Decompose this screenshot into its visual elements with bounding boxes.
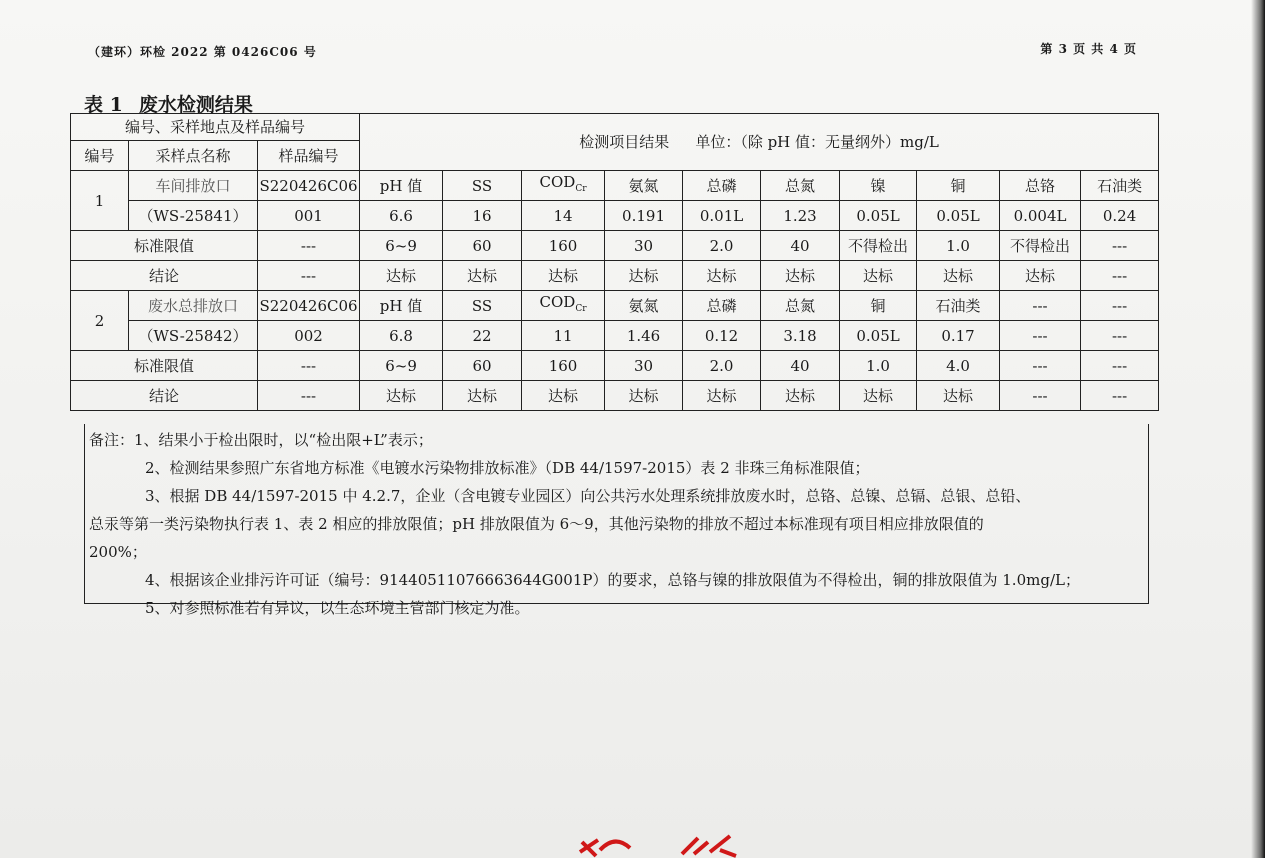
result-value: 11 [522,321,605,351]
conclusion-value: 达标 [917,261,1000,291]
results-unit-header [360,114,1159,171]
sample-number-prefix: S220426C06 [258,291,360,321]
param-name: 石油类 [1081,171,1159,201]
limit-row [71,351,1159,381]
note-1 [89,426,1142,454]
result-value: 1.23 [761,201,840,231]
group-header: 编号、采样地点及样品编号 [71,114,360,141]
param-name-text: COD [539,173,576,191]
conclusion-value: 达标 [761,261,840,291]
red-seal-stamp [570,832,750,858]
table-name: 废水检测结果 [138,94,253,116]
results-table [70,113,1159,411]
note-3c: 200%； [89,543,147,561]
limit-value: --- [1081,351,1159,381]
col-site-header: 采样点名称 [129,141,258,171]
note-3a: 3、根据 DB 44/1597-2015 中 4.2.7，企业（含电镀专业园区）向公共污水处理系统排放废水时，总铬、总镍、总镉、总银、总铅、 [145,487,1031,505]
conclusion-sample-dash: --- [258,261,360,291]
conclusion-value: --- [1081,381,1159,411]
note-3b: 总汞等第一类污染物执行表 1、表 2 相应的排放限值；pH 排放限值为 6～9，其他污染物的排放不超过本标准现有项目相应排放限值的 [89,515,984,533]
note-1-text: 1、结果小于检出限时，以“检出限+L”表示； [134,431,433,449]
limit-value: 30 [605,351,683,381]
limit-label: 标准限值 [71,231,258,261]
result-value: 0.12 [683,321,761,351]
result-value: 0.191 [605,201,683,231]
param-name: 总磷 [683,171,761,201]
limit-value: --- [1000,351,1081,381]
limit-value: 40 [761,351,840,381]
conclusion-value: 达标 [443,381,522,411]
param-name: 氨氮 [605,291,683,321]
result-value: 16 [443,201,522,231]
conclusion-value: 达标 [605,381,683,411]
limit-value: 60 [443,231,522,261]
notes-box [84,424,1149,617]
conclusion-value: 达标 [761,381,840,411]
limit-value: 160 [522,231,605,261]
conclusion-value: --- [1081,261,1159,291]
note-4: 4、根据该企业排污许可证（编号：91440511076663644G001P）的要求，总铬与镍的排放限值为不得检出，铜的排放限值为 1.0mg/L； [145,571,1080,589]
param-name: 铜 [840,291,917,321]
limit-sample-dash: --- [258,231,360,261]
limit-sample-dash: --- [258,351,360,381]
param-name: 总氮 [761,171,840,201]
result-value: 0.24 [1081,201,1159,231]
conclusion-row [71,261,1159,291]
page-indicator: 第 3 页 共 4 页 [1040,42,1137,56]
limit-value: 4.0 [917,351,1000,381]
param-name: 总氮 [761,291,840,321]
param-name: 氨氮 [605,171,683,201]
conclusion-row [71,381,1159,411]
param-name: 总磷 [683,291,761,321]
limit-value: 不得检出 [840,231,917,261]
sample-value-row [71,201,1159,231]
limit-value: 1.0 [840,351,917,381]
result-value: 0.05L [840,201,917,231]
limit-value: --- [1081,231,1159,261]
limit-value: 1.0 [917,231,1000,261]
limit-value: 不得检出 [1000,231,1081,261]
table-number: 表 1 [84,94,123,116]
param-name: pH 值 [360,291,443,321]
site-code: （WS-25842） [129,321,258,351]
conclusion-value: 达标 [522,261,605,291]
limit-label: 标准限值 [71,351,258,381]
result-value: 3.18 [761,321,840,351]
samples-body [71,171,1159,411]
cod-subscript: Cr [575,184,587,194]
conclusion-value: 达标 [917,381,1000,411]
conclusion-label: 结论 [71,261,258,291]
result-value: 22 [443,321,522,351]
param-name: pH 值 [360,171,443,201]
sample-number-prefix: S220426C06 [258,171,360,201]
result-value: --- [1000,321,1081,351]
conclusion-label: 结论 [71,381,258,411]
sample-value-row [71,321,1159,351]
limit-value: 2.0 [683,231,761,261]
param-name: --- [1081,291,1159,321]
conclusion-value: 达标 [605,261,683,291]
sample-number-suffix: 002 [258,321,360,351]
result-value: 1.46 [605,321,683,351]
col-id-header: 编号 [71,141,129,171]
param-name: SS [443,171,522,201]
note-2: 2、检测结果参照广东省地方标准《电镀水污染物排放标准》（DB 44/1597-2015）表 2 非珠三角标准限值； [145,459,870,477]
sample-number-suffix: 001 [258,201,360,231]
param-name: 铜 [917,171,1000,201]
conclusion-value: 达标 [360,261,443,291]
result-value: --- [1081,321,1159,351]
result-value: 0.05L [917,201,1000,231]
sample-id: 2 [71,291,129,351]
report-number: （建环）环检 2022 第 0426C06 号 [88,45,317,59]
param-name [522,291,605,321]
conclusion-value: 达标 [683,381,761,411]
site-code: （WS-25841） [129,201,258,231]
result-value: 6.8 [360,321,443,351]
limit-value: 2.0 [683,351,761,381]
conclusion-value: 达标 [683,261,761,291]
param-name: 总铬 [1000,171,1081,201]
sample-id: 1 [71,171,129,231]
conclusion-value: 达标 [840,381,917,411]
param-name [522,171,605,201]
conclusion-sample-dash: --- [258,381,360,411]
scan-shadow-edge [1251,0,1265,858]
note-lead: 备注： [89,431,135,449]
result-value: 0.17 [917,321,1000,351]
result-value: 0.004L [1000,201,1081,231]
limit-row [71,231,1159,261]
results-header-label: 检测项目结果 [579,133,670,151]
site-name: 废水总排放口 [129,291,258,321]
param-name: 石油类 [917,291,1000,321]
col-sample-header: 样品编号 [258,141,360,171]
conclusion-value: --- [1000,381,1081,411]
limit-value: 40 [761,231,840,261]
cod-subscript: Cr [575,304,587,314]
limit-value: 6~9 [360,231,443,261]
result-value: 0.05L [840,321,917,351]
sample-param-row [71,171,1159,201]
param-name-text: COD [539,293,576,311]
results-header-unit: 单位：（除 pH 值：无量纲外）mg/L [695,133,939,151]
param-name: --- [1000,291,1081,321]
limit-value: 6~9 [360,351,443,381]
result-value: 14 [522,201,605,231]
conclusion-value: 达标 [1000,261,1081,291]
limit-value: 160 [522,351,605,381]
conclusion-value: 达标 [840,261,917,291]
limit-value: 30 [605,231,683,261]
note-5: 5、对参照标准若有异议，以生态环境主管部门核定为准。 [145,599,530,617]
site-name: 车间排放口 [129,171,258,201]
result-value: 6.6 [360,201,443,231]
limit-value: 60 [443,351,522,381]
conclusion-value: 达标 [360,381,443,411]
param-name: 镍 [840,171,917,201]
result-value: 0.01L [683,201,761,231]
param-name: SS [443,291,522,321]
conclusion-value: 达标 [522,381,605,411]
conclusion-value: 达标 [443,261,522,291]
sample-param-row [71,291,1159,321]
